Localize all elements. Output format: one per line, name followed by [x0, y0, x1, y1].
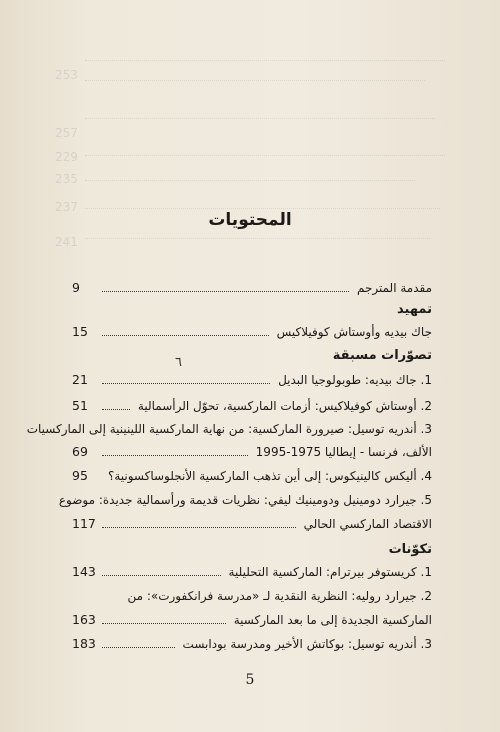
toc-page-number: 15: [72, 324, 88, 339]
toc-title: المحتويات: [208, 210, 292, 230]
section-heading: تمهيد: [397, 302, 432, 317]
toc-entry-label: 4. أليكس كالينيكوس: إلى أين تذهب الماركسية الأنجلوساكسونية؟: [107, 469, 432, 483]
toc-entry-label[interactable]: 2. جيرارد روليه: النظرية النقدية لـ «مدرسة فرانكفورت»: من: [127, 589, 432, 603]
toc-entry-label[interactable]: 3. أندريه توسيل: صيرورة الماركسية: من نهاية الماركسية اللينينية إلى الماركسيات: [26, 422, 432, 436]
toc-entry[interactable]: [72, 610, 432, 630]
margin-mark: ٦: [175, 355, 182, 370]
toc-page-number: 9: [72, 280, 80, 295]
toc-page-number: 21: [72, 372, 88, 387]
toc-entry[interactable]: [72, 466, 432, 486]
dot-leader: [102, 409, 130, 410]
dot-leader: [102, 335, 269, 336]
dot-leader: [102, 383, 270, 384]
dot-leader: [102, 527, 296, 528]
toc-entry-label[interactable]: 5. جيرارد دومينيل ودومينيك ليفي: نظريات قديمة ورأسمالية جديدة: موضوع: [58, 493, 432, 507]
bleed-through-text: [55, 40, 455, 270]
dot-leader: [102, 623, 226, 624]
toc-entry[interactable]: [72, 514, 432, 534]
toc-page-number: 163: [72, 612, 96, 627]
section-heading: تكوّنات: [388, 542, 432, 557]
toc-entry[interactable]: [72, 278, 432, 298]
toc-page-number: 143: [72, 564, 96, 579]
toc-entry[interactable]: [72, 442, 432, 462]
bleed-page-number: 241: [55, 235, 78, 249]
bleed-page-number: 253: [55, 68, 78, 82]
bleed-page-number: 229: [55, 150, 78, 164]
toc-entry-label: 1. جاك بيديه: طوبولوجيا البديل: [278, 373, 432, 387]
toc-entry-label: 1. كريستوفر بيرترام: الماركسية التحليلية: [228, 565, 432, 579]
toc-entry-continuation: الألف، فرنسا - إيطاليا 1975-1995: [255, 445, 432, 459]
toc-page-number: 51: [72, 398, 88, 413]
bleed-page-number: 237: [55, 200, 78, 214]
section-heading: تصوّرات مسبقة: [332, 348, 432, 363]
toc-entry[interactable]: [72, 634, 432, 654]
toc-entry-continuation: الاقتصاد الماركسي الحالي: [303, 517, 432, 531]
toc-entry[interactable]: [72, 370, 432, 390]
toc-entry-label: مقدمة المترجم: [356, 281, 432, 295]
toc-entry-label: 3. أندريه توسيل: بوكاتش الأخير ومدرسة بودابست: [182, 637, 432, 651]
dot-leader: [102, 291, 349, 292]
bleed-page-number: 235: [55, 172, 78, 186]
toc-page-number: 183: [72, 636, 96, 651]
toc-page-number: 69: [72, 444, 88, 459]
dot-leader: [102, 575, 221, 576]
toc-entry[interactable]: [72, 396, 432, 416]
toc-entry[interactable]: [72, 562, 432, 582]
toc-entry-label: 2. أوستاش كوفيلاكيس: أزمات الماركسية، تحوّل الرأسمالية: [137, 399, 432, 413]
toc-page-number: 95: [72, 468, 88, 483]
toc-entry-label: جاك بيديه وأوستاش كوفيلاكيس: [276, 325, 432, 339]
toc-entry-continuation: الماركسية الجديدة إلى ما بعد الماركسية: [233, 613, 432, 627]
toc-page-number: 117: [72, 516, 96, 531]
page-number: 5: [245, 672, 255, 688]
dot-leader: [102, 647, 175, 648]
bleed-page-number: 257: [55, 126, 78, 140]
toc-entry[interactable]: [72, 322, 432, 342]
dot-leader: [102, 455, 248, 456]
